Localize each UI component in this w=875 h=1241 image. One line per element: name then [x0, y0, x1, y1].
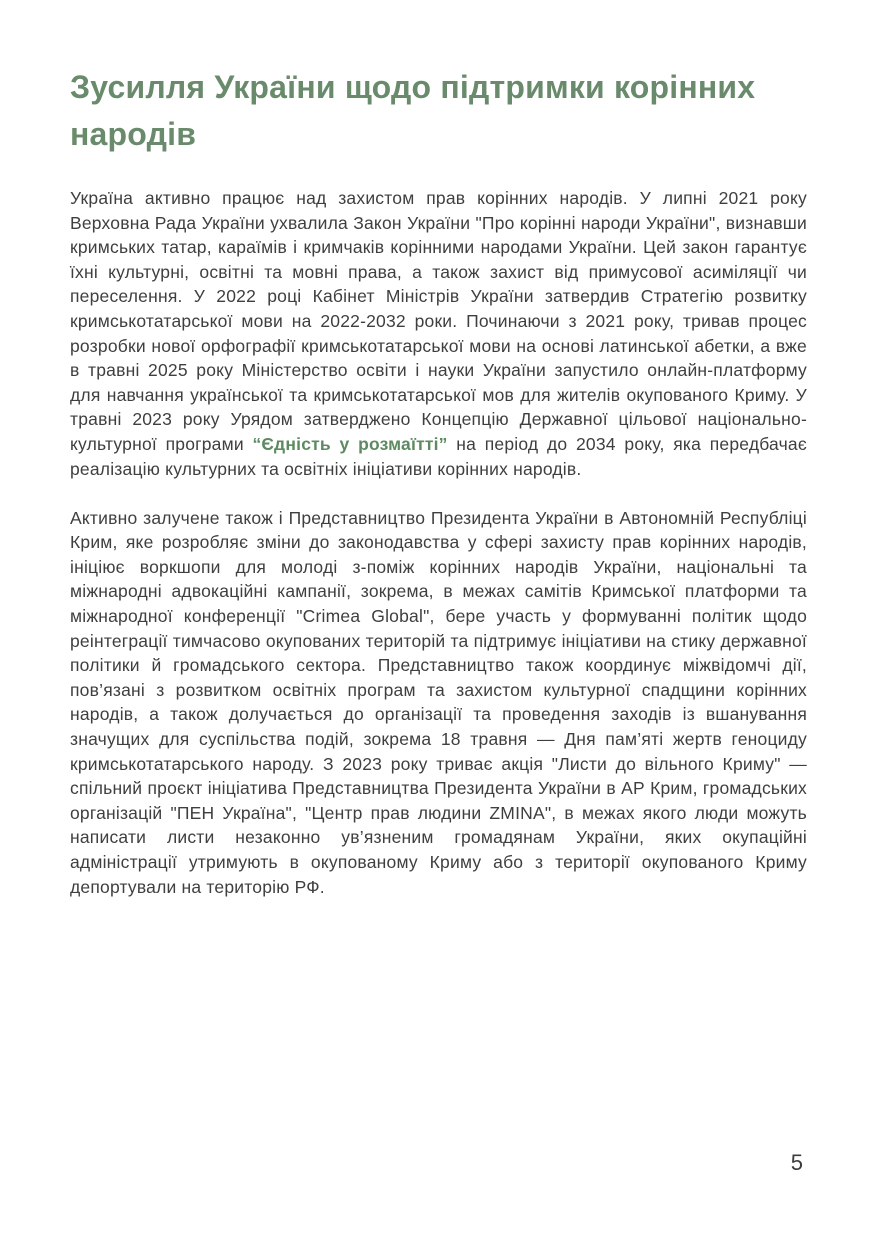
paragraph-1-text-end: на період до 2034 року, яка передбачає реалізацію культурних та освітніх ініціативи корінних народів.: [70, 433, 807, 479]
paragraph-1: [70, 186, 807, 481]
program-name-highlight: “Єдність у розмаїтті”: [252, 433, 448, 454]
paragraph-1-text-start: Україна активно працює над захистом прав корінних народів. У липні 2021 року Верховна Рада України ухвалила Закон України "Про корінні народи України", визнавши кримських татар, караїмів і кримчаків корінними народами України. Цей закон гарантує їхні культурні, освітні та мовні права, а також захист від примусової асиміляції чи переселення. У 2022 році Кабінет Міністрів України затвердив Стратегію розвитку кримськотатарської мови на 2022-2032 роки. Починаючи з 2021 року, тривав процес розробки нової орфографії кримськотатарської мови на основі латинської абетки, а вже в травні 2025 року Міністерство освіти і науки України запустило онлайн-платформу для навчання української та кримськотатарської мов для жителів окупованого Криму. У травні 2023 року Урядом затверджено Концепцію Державної цільової національно-культурної програми: [70, 188, 807, 454]
page-number: 5: [790, 1150, 803, 1175]
page-title: Зусилля України щодо підтримки корінних народів: [70, 69, 756, 152]
paragraph-2: Активно залучене також і Представництво Президента України в Автономній Республіці Крим, яке розробляє зміни до законодавства у сфері захисту прав корінних народів, ініціює воркшопи для молоді з-поміж корінних народів України, національні та міжнародні адвокаційні кампанії, зокрема, в межах самітів Кримської платформи та міжнародної конференції "Crimea Global", бере участь у формуванні політик щодо реінтеграції тимчасово окупованих територій та підтримує ініціативи на стику державної політики й громадського сектора. Представництво також координує міжвідомчі дії, пов’язані з розвитком освітніх програм та захистом культурної спадщини корінних народів, а також долучається до організації та проведення заходів із вшанування значущих для суспільства подій, зокрема 18 травня — Дня пам’яті жертв геноциду кримськотатарського народу. З 2023 року триває акція "Листи до вільного Криму" — спільний проєкт ініціатива Представництва Президента України в АР Крим, громадських організацій "ПЕН Україна", "Центр прав людини ZMINA", в межах якого люди можуть написати листи незаконно ув’язненим громадянам України, яких окупаційні адміністрації утримують в окупованому Криму або з території окупованого Криму депортували на територію РФ.: [70, 507, 807, 897]
page-content: [70, 64, 807, 924]
